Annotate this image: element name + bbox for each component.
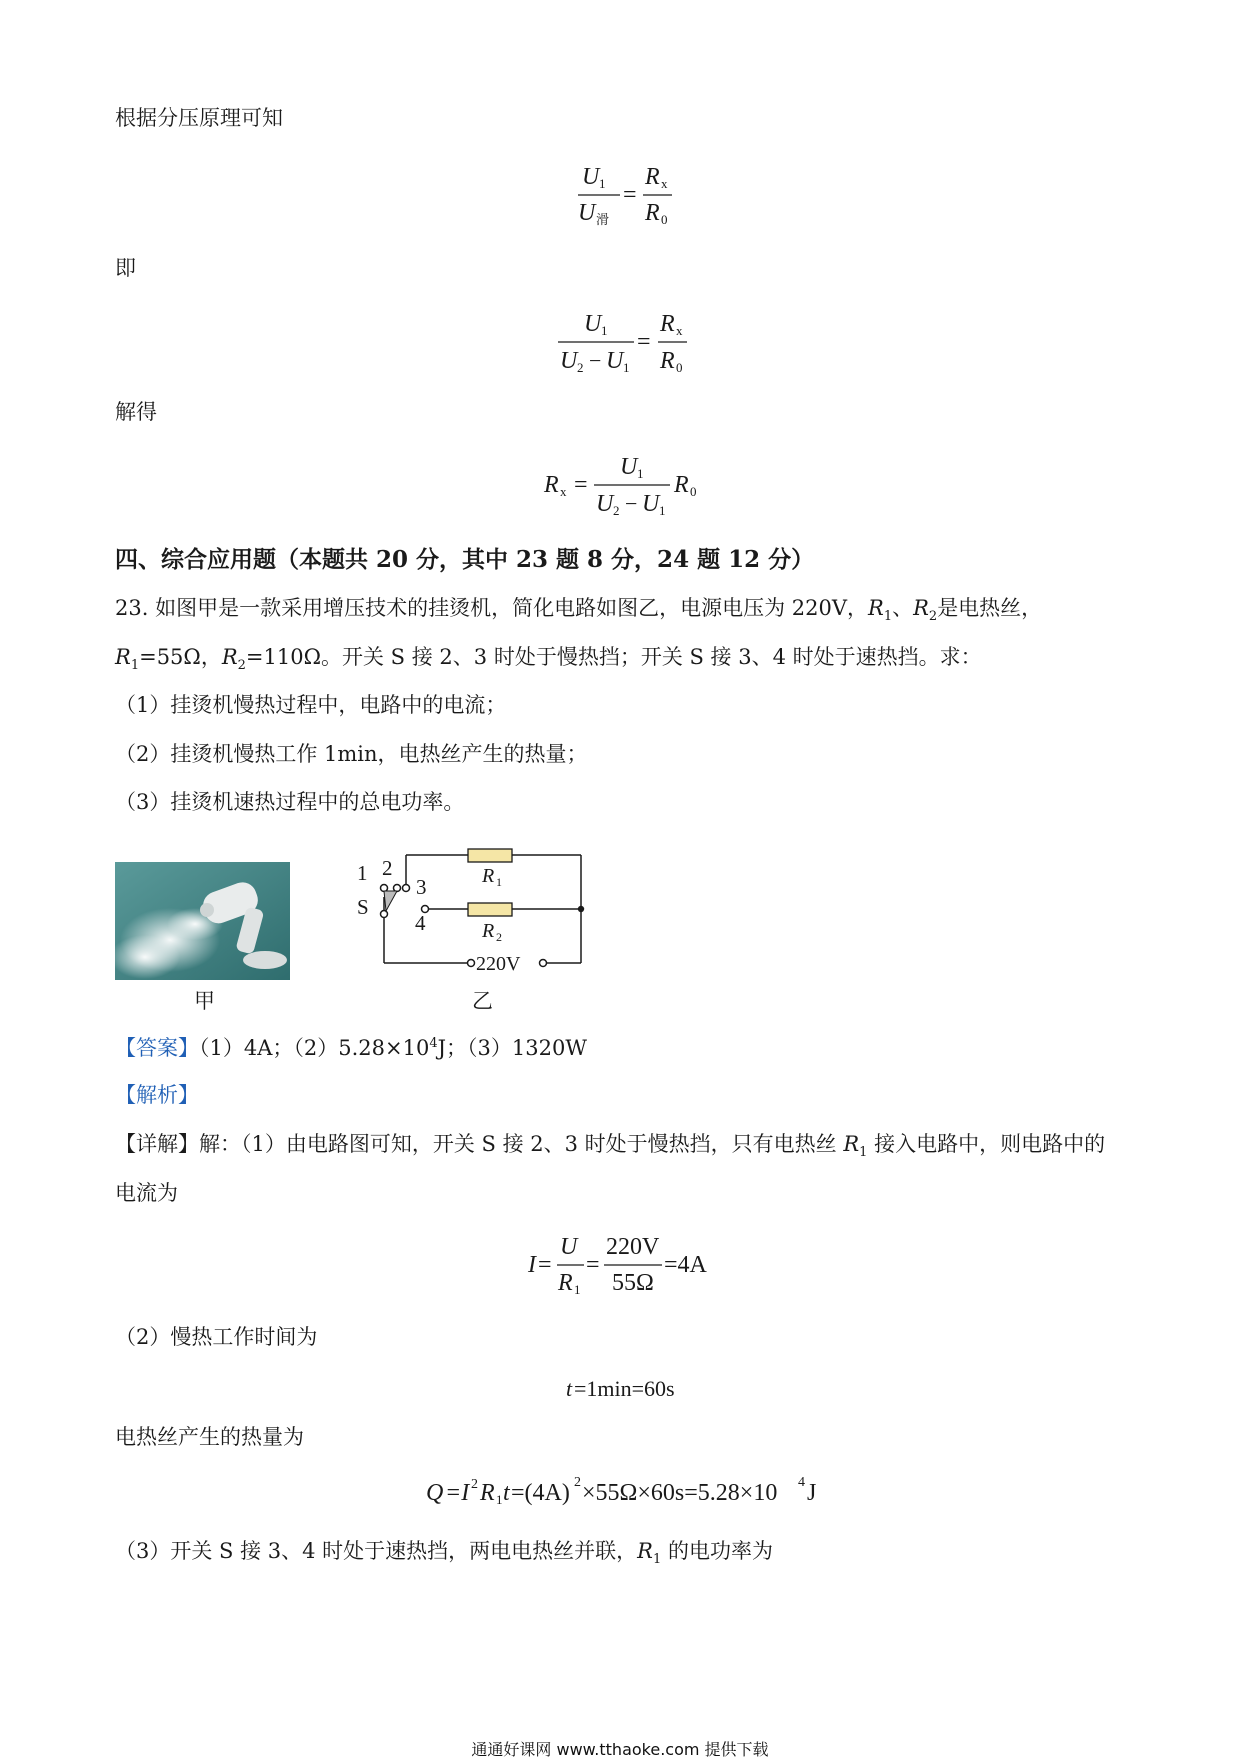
terminal-4: 4 — [415, 911, 426, 935]
f3-sub-0: 0 — [690, 484, 697, 499]
answer-exp: 4 — [429, 1036, 438, 1051]
f2-eq: = — [637, 329, 651, 355]
f2-sub-2: 2 — [577, 360, 584, 375]
f2-minus: − — [589, 348, 602, 373]
detail-line-2: 电流为 — [115, 1181, 178, 1205]
f2-sub-1a: 1 — [601, 323, 608, 338]
detail-r-sub: 1 — [859, 1145, 868, 1161]
f4-I: I — [528, 1252, 536, 1278]
f2-sub-1b: 1 — [623, 360, 630, 375]
f4-eq2: = — [586, 1252, 600, 1278]
detail-text-b: 接入电路中，则电路中的 — [867, 1132, 1106, 1156]
text-line-1: 根据分压原理可知 — [115, 106, 283, 130]
f1-sub-0: 0 — [661, 212, 668, 227]
q23-l2-r2-sub: 2 — [237, 658, 246, 674]
formula-heat — [420, 1468, 840, 1512]
r2-label: R — [482, 920, 495, 942]
f4-result: =4A — [664, 1252, 707, 1278]
f2-U-num: U — [584, 311, 602, 337]
r1-sub: 1 — [496, 875, 502, 889]
f3-sub-1b: 1 — [659, 503, 666, 518]
subquestion-2: （2）挂烫机慢热工作 1min，电热丝产生的热量； — [115, 742, 588, 766]
time-line: （2）慢热工作时间为 — [115, 1325, 318, 1349]
f2-sub-0: 0 — [676, 360, 683, 375]
terminal-2: 2 — [382, 856, 393, 880]
circuit-diagram — [350, 845, 590, 975]
f6-R-sub: 1 — [496, 1492, 503, 1507]
detail-line-1 — [115, 1134, 1105, 1159]
f3-sub-2: 2 — [613, 503, 620, 518]
f1-eq: = — [623, 182, 637, 208]
f4-R-sub: 1 — [574, 1282, 581, 1297]
caption-jia: 甲 — [194, 989, 215, 1013]
f2-R-den: R — [660, 348, 675, 374]
f1-R-num: R — [645, 164, 660, 190]
f6-R: R — [480, 1480, 495, 1506]
f1-U: U — [582, 164, 600, 190]
q23-r2: R — [913, 596, 929, 620]
f6-exp2a: 2 — [471, 1477, 478, 1492]
question-23-line-2 — [115, 647, 982, 672]
q23-l2-v2: =110Ω。开关 S 接 2、3 时处于慢热挡；开关 S 接 3、4 时处于速热挡。求： — [245, 645, 982, 669]
f6-Q: Q — [426, 1480, 444, 1506]
power-text-a: （3）开关 S 接 3、4 时处于速热挡，两电电热丝并联， — [115, 1539, 638, 1563]
terminal-1: 1 — [357, 861, 368, 885]
f4-R: R — [558, 1270, 573, 1296]
r1-label: R — [482, 865, 495, 887]
resistor-r1 — [468, 849, 512, 862]
footer-watermark: 通通好课网 www.tthaoke.com 提供下载 — [471, 1740, 769, 1759]
f4-eq1: = — [538, 1252, 552, 1278]
f2-R-num: R — [660, 311, 675, 337]
power-r-sub: 1 — [652, 1552, 662, 1568]
f2-U2: U — [560, 348, 578, 374]
subquestion-3: （3）挂烫机速热过程中的总电功率。 — [115, 790, 465, 814]
f2-U1: U — [606, 348, 624, 374]
f6-J: J — [807, 1480, 817, 1506]
power-line — [115, 1541, 773, 1566]
q23-text-b: 是电热丝， — [937, 596, 1043, 620]
f6-exp2b: 2 — [574, 1475, 581, 1490]
f3-sub-1a: 1 — [637, 466, 644, 481]
q23-sep: 、 — [892, 596, 914, 620]
f1-R-den: R — [645, 200, 660, 226]
caption-yi: 乙 — [472, 989, 493, 1013]
source-voltage: 220V — [476, 953, 521, 975]
q23-r2-sub: 2 — [928, 609, 938, 625]
formula-time — [560, 1372, 700, 1408]
f3-U1: U — [642, 491, 660, 517]
r2-sub: 2 — [496, 930, 502, 944]
f3-minus: − — [625, 491, 638, 516]
f6-tail: ×55Ω×60s=5.28×10 — [582, 1480, 778, 1506]
detail-r: R — [843, 1132, 860, 1156]
f3-R: R — [544, 472, 559, 498]
f3-U2: U — [596, 491, 614, 517]
terminal-3: 3 — [416, 875, 427, 899]
f3-R0: R — [674, 472, 689, 498]
question-23-line-1 — [115, 598, 1042, 623]
heat-line: 电热丝产生的热量为 — [115, 1425, 304, 1449]
text-line-3: 解得 — [115, 400, 157, 424]
power-r: R — [637, 1539, 653, 1563]
analysis-tag: 【解析】 — [115, 1083, 199, 1107]
f3-sub-x: x — [560, 484, 567, 499]
formula-voltage-ratio-2 — [550, 305, 700, 377]
f3-eq: = — [574, 472, 588, 498]
f6-eqI: =I — [445, 1480, 470, 1506]
text-line-2: 即 — [115, 256, 136, 280]
detail-text-a: 解：（1）由电路图可知，开关 S 接 2、3 时处于慢热挡，只有电热丝 — [199, 1132, 844, 1156]
f6-t: t — [503, 1480, 510, 1506]
answer-tag: 【答案】 — [115, 1036, 199, 1060]
switch-label: S — [357, 895, 369, 919]
detail-tag: 【详解】 — [115, 1132, 199, 1156]
q23-text-a: 23. 如图甲是一款采用增压技术的挂烫机，简化电路如图乙，电源电压为 220V， — [115, 596, 868, 620]
formula-current — [520, 1228, 720, 1300]
f1-U-den: U — [578, 200, 596, 226]
f4-num: 220V — [606, 1234, 660, 1260]
switch-blade — [384, 891, 397, 911]
q23-l2-r1: R — [115, 645, 131, 669]
subquestion-1: （1）挂烫机慢热过程中，电路中的电流； — [115, 693, 507, 717]
formula-rx-result — [540, 448, 720, 520]
f3-U-num: U — [620, 454, 638, 480]
answer-text-b: J；（3）1320W — [437, 1036, 587, 1060]
q23-l2-r2: R — [221, 645, 238, 669]
q23-l2-r1-sub: 1 — [130, 658, 140, 674]
f1-sub-slide: 滑 — [596, 212, 610, 227]
f2-sub-x: x — [676, 323, 683, 338]
f6-exp4: 4 — [798, 1475, 805, 1490]
f6-mid: =(4A) — [511, 1480, 570, 1506]
answer-text-a: （1）4A；（2）5.28×10 — [199, 1036, 430, 1060]
f1-sub-1: 1 — [599, 176, 606, 191]
f5-t: t — [566, 1376, 573, 1401]
section-heading: 四、综合应用题（本题共 20 分，其中 23 题 8 分，24 题 12 分） — [115, 546, 815, 573]
q23-r1: R — [868, 596, 884, 620]
answer-line — [115, 1037, 587, 1059]
q23-r1-sub: 1 — [883, 609, 893, 625]
formula-voltage-ratio — [560, 158, 690, 228]
f4-U: U — [560, 1234, 578, 1260]
resistor-r2 — [468, 903, 512, 916]
f4-den: 55Ω — [612, 1270, 654, 1296]
steamer-photo — [115, 862, 290, 980]
junction-node — [578, 906, 584, 912]
f1-sub-x: x — [661, 176, 668, 191]
q23-l2-v1: =55Ω， — [139, 645, 222, 669]
f5-rest: =1min=60s — [574, 1376, 675, 1401]
power-text-b: 的电功率为 — [661, 1539, 773, 1563]
